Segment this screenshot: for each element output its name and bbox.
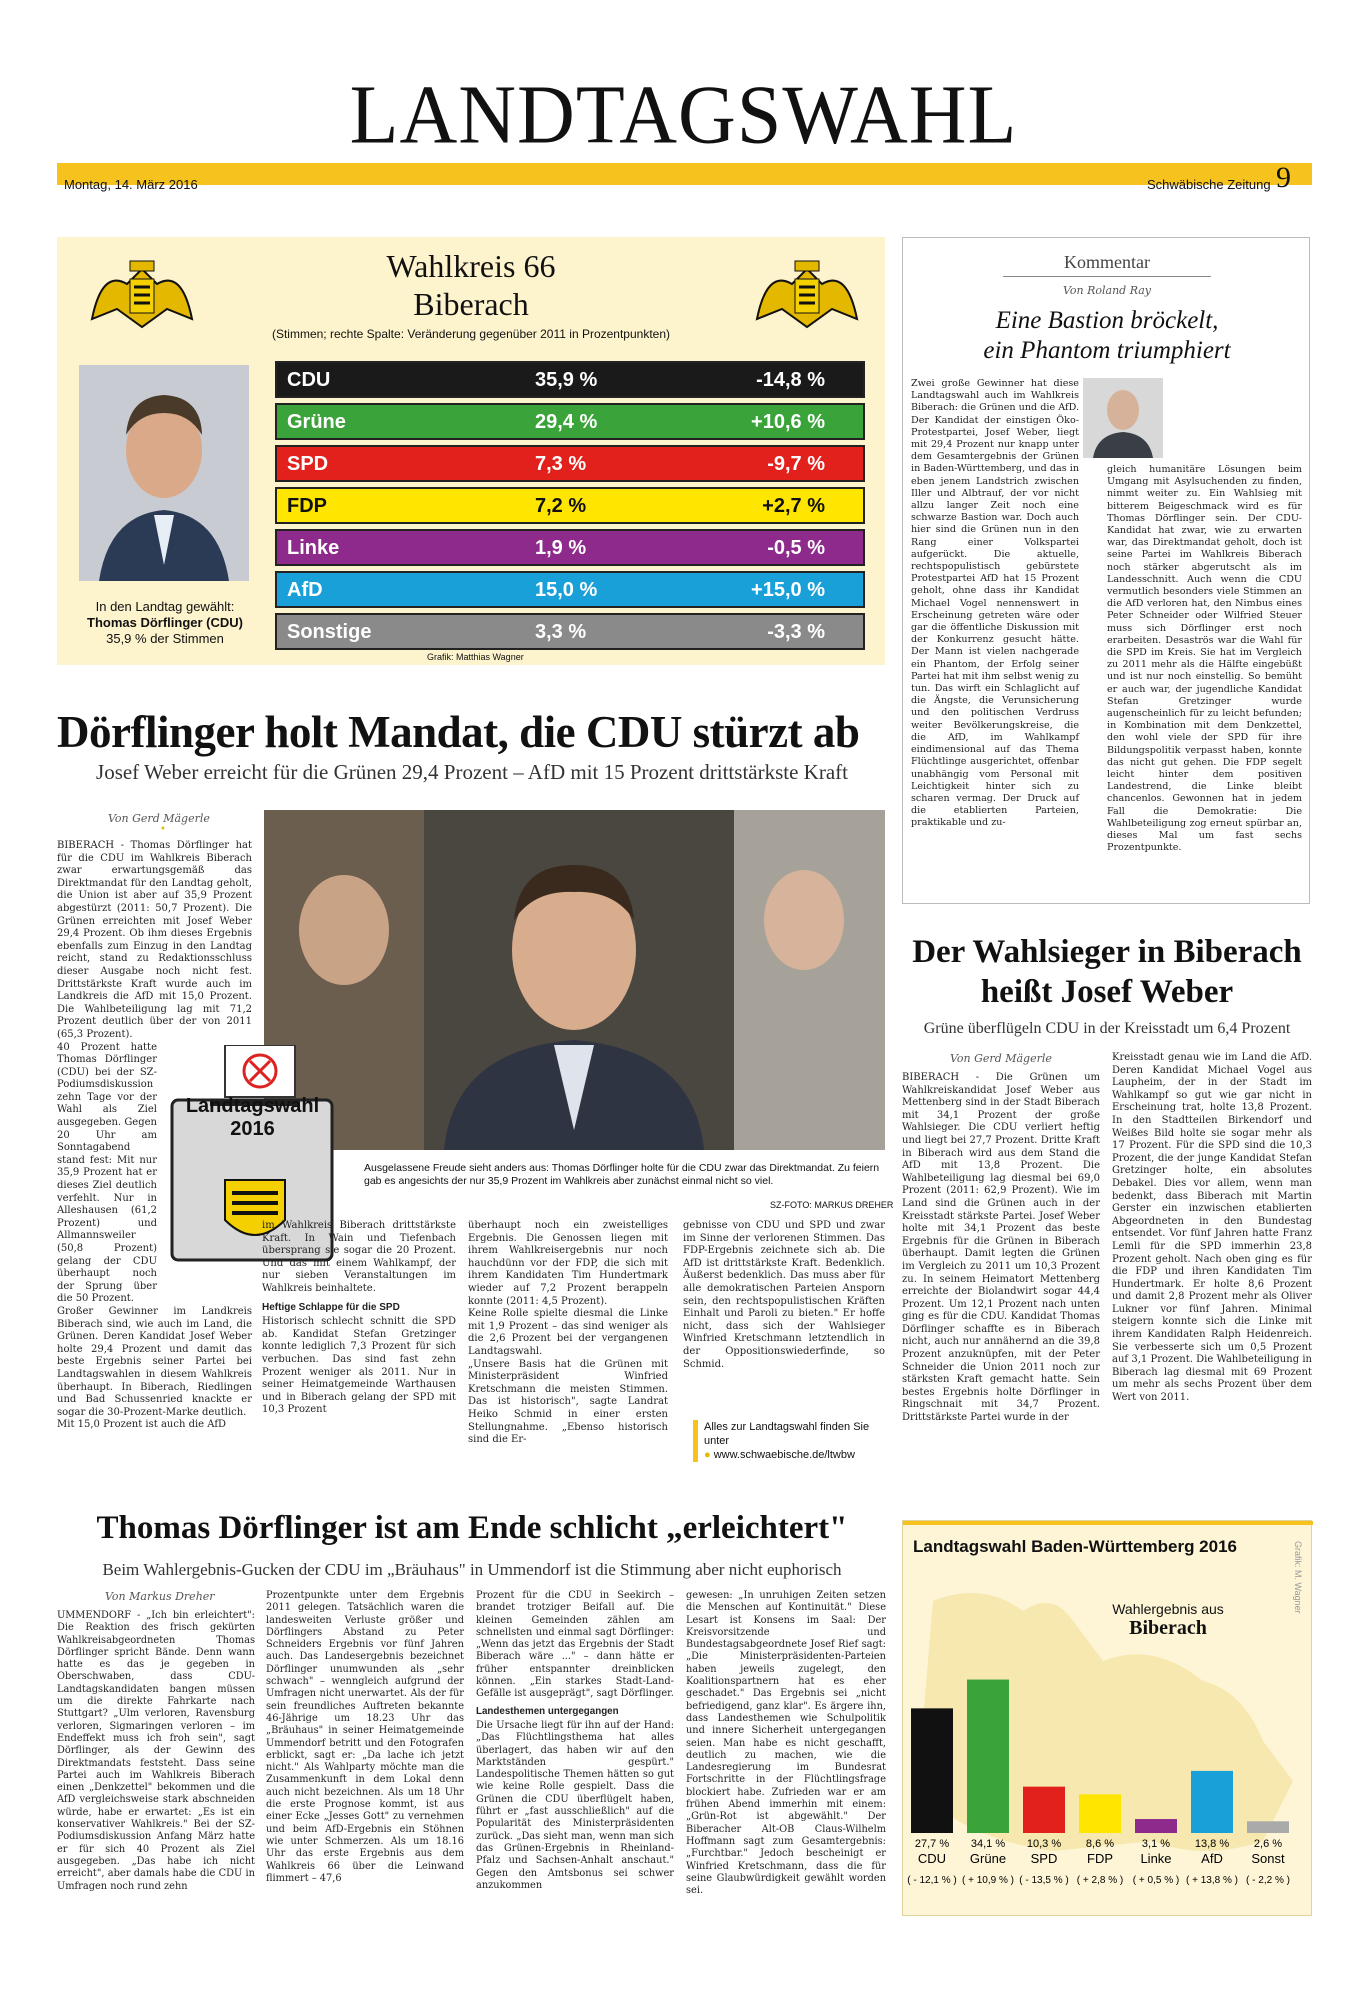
- chart-canvas: [903, 1521, 1313, 1917]
- arrow-icon: ●: [704, 1449, 714, 1461]
- chart-value-label: 34,1 %: [970, 1838, 1006, 1850]
- party-delta: +10,6 %: [751, 411, 825, 433]
- chart-delta-label: ( - 2,2 % ): [1246, 1875, 1290, 1886]
- main-col-2: [262, 1220, 456, 1417]
- chart-category-label: Grüne: [969, 1851, 1007, 1866]
- party-delta: -3,3 %: [767, 621, 825, 643]
- party-name: SPD: [287, 453, 329, 475]
- kommentar-label: Kommentar: [1064, 252, 1150, 272]
- bw-chart: [902, 1520, 1312, 1916]
- weber-col-b: [1112, 1052, 1312, 1405]
- main-headline: Dörflinger holt Mandat, die CDU stürzt ab: [57, 707, 860, 757]
- chart-bar: [911, 1708, 953, 1833]
- party-name: AfD: [287, 579, 323, 601]
- weber-subhead: Grüne überflügeln CDU in der Kreisstadt um 6,4 Prozent: [923, 1020, 1291, 1037]
- chart-category-label: SPD: [1030, 1851, 1058, 1866]
- result-row: [275, 529, 865, 566]
- info-box: [693, 1420, 883, 1462]
- party-name: Grüne: [287, 411, 346, 433]
- party-name: Linke: [287, 537, 340, 559]
- chart-value-label: 13,8 %: [1194, 1838, 1230, 1850]
- coat-of-arms-icon: [747, 249, 867, 329]
- paragraph: im Wahlkreis Biberach drittstärkste Kraft. In Wain und Tiefenbach übersprang sie sogar die 20 Prozent. Und das mit einem Wahlkampf, der nur sieben Veranstaltungen im Wahlkreis beinhaltete.: [262, 1220, 456, 1294]
- party-delta: -14,8 %: [756, 369, 825, 391]
- chart-bar: [1247, 1821, 1289, 1833]
- wahlkreis-title: [257, 247, 685, 323]
- ballot-label-title: Landtagswahl: [185, 1095, 320, 1117]
- paragraph: BIBERACH - Die Grünen um Wahlkreiskandidat Josef Weber aus Mettenberg sind in der Stadt Biberach mit 34,1 Prozent der große Wahlsieger. Die CDU verliert heftig und liegt bei 27,7 Prozent. Dritte Kraft in Biberach wird aus dem Stand die AfD mit 13,8 Prozent. Die Wahlbeteiligung lag diesmal bei 69,0 Prozent (2011: 62,9 Prozent). Wie im Land sind die Grünen auch in der Kreisstadt stärkste Partei. Josef Weber holte mit 34,1 Prozent das beste Ergebnis für die Grünen in Biberach überhaupt. Damit legten die Grünen im Vergleich zu 2011 um 10,3 Prozent zu. In seinem Heimatort Mettenberg erreichte der Biolandwirt sogar 44,4 Prozent. Um 12,1 Prozent nach unten ging es für die CDU. Kandidat Thomas Dörflinger schaffte es in Biberach nicht, auch nur annähernd an die 39,8 Prozent anzuknüpfen, mit der Peter Schneider die Union 2011 noch zur stärksten Kraft gemacht hatte. Sein bestes Ergebnis holte Dörflinger in Ringschnait mit 34,7 Prozent. Drittstärkste Partei wurde in der: [902, 1072, 1100, 1424]
- chart-subtitle-place: Biberach: [1129, 1617, 1207, 1639]
- paper-name: Schwäbische Zeitung: [1147, 177, 1271, 192]
- section-title: LANDTAGSWAHL: [349, 68, 1018, 162]
- wahlkreis-name: Biberach: [413, 286, 529, 322]
- chart-category-label: Linke: [1140, 1851, 1172, 1866]
- paragraph: Prozentpunkte unter dem Ergebnis 2011 gelegen. Tatsächlich waren die landesweiten Verluste größer und Dörflingers Abstand zu Peter Schneiders Ergebnis vor fünf Jahren auch. Das Landesergebnis bezeichnet Dörflinger unumwunden als „sehr schwach" – wenngleich aufgrund der Umfragen nicht unerwartet. Als der für sein freundliches Auftreten bekannte 46-Jährige um 18.23 Uhr das „Bräuhaus" in seiner Heimatgemeinde Ummendorf betritt und den Fotografen erblickt, sagt er: „Da lache ich jetzt nicht." Als Wahlparty möchte man die Zusammenkunft in dem Lokal denn auch nicht bezeichnen. Als um 18 Uhr die erste Prognose kommt, ist aus einer Ecke „Jesses Gott" zu vernehmen und beim AfD-Ergebnis ein Stöhnen wie unter Schmerzen. Als um 18.16 Uhr das erste Ergebnis aus dem Wahlkreis 66 über die Leinwand flimmert – 47,6: [266, 1590, 464, 1884]
- chart-bar: [1191, 1771, 1233, 1833]
- info-text: Alles zur Landtagswahl finden Sie unter: [704, 1421, 870, 1447]
- kommentar-col-a: [911, 378, 1079, 830]
- party-name: FDP: [287, 495, 327, 517]
- party-value: 7,2 %: [535, 495, 587, 517]
- weber-byline: Von Gerd Mägerle: [950, 1052, 1052, 1065]
- main-byline: Von Gerd Mägerle: [108, 812, 210, 825]
- paragraph: überhaupt noch ein zweistelliges Ergebnis. Die Genossen liegen mit ihrem Wahlkreisergebnis nur noch hauchdünn vor der FDP, die sich mit ihrem Kandidaten Tim Hundertmark wieder auf 7,2 Prozent berappeln konnte (2011: 4,5 Prozent).: [468, 1220, 668, 1307]
- result-row: [275, 571, 865, 608]
- chart-bar: [1135, 1819, 1177, 1833]
- caption-result: 35,9 % der Stimmen: [106, 631, 224, 646]
- chart-delta-label: ( + 13,8 % ): [1186, 1875, 1238, 1886]
- coat-of-arms-icon: [82, 249, 202, 329]
- main-photo: [264, 810, 885, 1150]
- party-value: 15,0 %: [535, 579, 598, 601]
- ballot-label-year: 2016: [230, 1118, 275, 1140]
- chart-delta-label: ( - 12,1 % ): [907, 1875, 957, 1886]
- headline-line: Der Wahlsieger in Biberach: [912, 934, 1302, 970]
- paragraph: Prozent für die CDU in Seekirch – brandet trotziger Beifall auf. Die kleinen Gemeinden zählen am schnellsten und einmal sagt Dörflinger: „Wenn das jetzt das Ergebnis der Stadt Biberach wäre ..." – dann hätte er früher entspannter dreinblicken können. „Ein starkes Stadt-Land-Gefälle ist ausgeprägt", sagt Dörflinger.: [476, 1590, 674, 1700]
- paragraph: „Unsere Basis hat die Grünen mit Ministerpräsident Winfried Kretschmann die meisten Stimmen. Das ist historisch", sagte Landrat Heiko Schmid in einer ersten Stellungnahme. „Ebenso historisch sind die Er-: [468, 1358, 668, 1446]
- chart-value-label: 27,7 %: [914, 1838, 950, 1850]
- chart-category-label: CDU: [917, 1851, 947, 1866]
- party-value: 3,3 %: [535, 621, 587, 643]
- result-row: [275, 445, 865, 482]
- chart-category-label: Sonst: [1251, 1851, 1285, 1866]
- photo-caption: Ausgelassene Freude sieht anders aus: Thomas Dörflinger holte für die CDU zwar das Direktmandat. Zu feiern gab es angesichts der nur 35,9 Prozent im Wahlkreis aber zunächst einmal nicht so viel.: [364, 1162, 880, 1187]
- info-url[interactable]: www.schwaebische.de/ltwbw: [713, 1449, 855, 1461]
- author-photo: [1083, 378, 1163, 458]
- paragraph: 40 Prozent hatte Thomas Dörflinger (CDU) bei der SZ-Podiumsdiskussion zehn Tage vor der Wahl als Ziel ausgegeben. Gegen 20 Uhr am Sonntagabend stand fest: Mit nur 35,9 Prozent hat er dieses Ziel deutlich verfehlt. Nur in Alleshausen (61,2 Prozent) und Allmannsweiler (50,8 Prozent) gelang der CDU überhaupt noch der Sprung über die 50 Prozent.: [57, 1041, 157, 1305]
- chart-delta-label: ( + 2,8 % ): [1076, 1875, 1124, 1886]
- kommentar-byline: Von Roland Ray: [1062, 284, 1152, 297]
- title-line: ein Phantom triumphiert: [983, 337, 1231, 364]
- headline-line: heißt Josef Weber: [980, 974, 1234, 1010]
- paragraph: BIBERACH - Thomas Dörflinger hat für die CDU im Wahlkreis Biberach zwar erwartungsgemäß das Direktmandat für den Landtag geholt, die Union ist aber auf 35,9 Prozent abgestürzt (2011: 50,7 Prozent). Die Grünen erreichten mit Josef Weber 29,4 Prozent. Ob ihm dieses Ergebnis ebenfalls zum Einzug in den Landtag reicht, stand zu Redaktionsschluss dieser Ausgabe noch nicht fest. Drittstärkste Kraft wurde auch im Landkreis die AfD mit 15,0 Prozent. Die Wahlbeteiligung lag mit 71,2 Prozent deutlich über der von 2011 (65,3 Prozent).: [57, 840, 252, 1040]
- chart-value-label: 8,6 %: [1085, 1838, 1115, 1850]
- paragraph: Kreisstadt genau wie im Land die AfD. Deren Kandidat Michael Vogel aus Laupheim, der in der Stadt im Wahlkampf so gut wie gar nicht in Erscheinung trat, holte 13,8 Prozent. In den Stadtteilen Birkendorf und Weißes Bild holte sie sogar mehr als 17 Prozent. Für die SPD sind die 10,3 Prozent, die der junge Kandidat Stefan Gretzinger holte, ein absolutes Debakel. Dies vor allem, wenn man bedenkt, dass Biberach mit Martin Gerster ein inzwischen etablierten Abgeordneten in den Bundestag entsendet. Vor fünf Jahren hatte Franz Lemli für die SPD immerhin 23,8 Prozent geholt. Nach oben ging es für die FDP und ihren Kandidaten Tim Hundertmark. Er holte 8,6 Prozent und damit 2,8 Prozent mehr als Oliver Lukner vor fünf Jahren. Minimal steigern konnte sich die Linke mit ihrem Kandidaten Ralph Heidenreich. Sie verbesserte sich um 0,5 Prozent auf 3,1 Prozent. Die Wahlbeteiligung in Biberach lag diesmal mit 69 Prozent um mehr als sechs Prozent über dem Wert von 2011.: [1112, 1052, 1312, 1404]
- weber-col-a: [902, 1072, 1100, 1425]
- doerf-headline: Thomas Dörflinger ist am Ende schlicht „erleichtert": [96, 1510, 848, 1546]
- party-delta: +2,7 %: [762, 495, 825, 517]
- results-table: [275, 361, 865, 655]
- chart-category-label: AfD: [1201, 1851, 1223, 1866]
- wahlkreis-number: Wahlkreis 66: [386, 248, 556, 284]
- info-link[interactable]: [704, 1448, 883, 1462]
- wahlkreis-box: [57, 237, 885, 665]
- ballot-label: [185, 1095, 320, 1141]
- paragraph: Historisch schlecht schnitt die SPD ab. Kandidat Stefan Gretzinger konnte lediglich 7,3 Prozent für sich verbuchen. Das sind fast zehn Prozent weniger als 2011. Nur in seiner Heimatgemeinde Warthausen und in Biberach gelang der SPD mit 10,3 Prozent: [262, 1316, 456, 1416]
- kommentar-col-b: [1107, 464, 1302, 855]
- party-value: 29,4 %: [535, 411, 598, 433]
- paragraph: gewesen: „In unruhigen Zeiten setzen die Menschen auf Kontinuität." Diese Lesart ist Konsens im Saal: Der Kreisvorsitzende und Bundestagsabgeordnete Josef Rief sagt: „Die Ministerpräsidenten-Parteien haben jeweils zugelegt, den Koalitionspartnern hat es eher geschadet." Das Ergebnis sei „nicht befriedigend, ganz klar". Es ärgere ihn, dass Landesthemen wie Schulpolitik und innere Sicherheit untergegangen seien. Man habe es nicht geschafft, deutlich zu machen, wie die Landesregierung im Bundesrat Fortschritte in der Flüchtlingsfrage blockiert habe. Zufrieden war er am frühen Abend immerhin mit einem: „Grün-Rot ist abgewählt." Der Biberacher Alt-OB Claus-Wilhelm Hoffmann sagt zum Gesamtergebnis: „Furchtbar." Jedoch bescheinigt er Winfried Kretschmann, dass die für seine Glaubwürdigkeit gewählt worden sei.: [686, 1590, 886, 1897]
- main-col-3: [468, 1220, 668, 1447]
- paragraph: Mit 15,0 Prozent ist auch die AfD: [57, 1419, 227, 1431]
- main-subhead: Josef Weber erreicht für die Grünen 29,4 Prozent – AfD mit 15 Prozent drittstärkste Kraft: [96, 760, 848, 784]
- paragraph: gleich humanitäre Lösungen beim Umgang mit Asylsuchenden zu finden, nimmt weiter zu. Ein Wahlsieg mit bitterem Beigeschmack wird es für Thomas Dörflinger sein. Der CDU-Kandidat hat zwar, wie zu erwarten war, das Direktmandat geholt, doch ist seine Partei im Wahlkreis Biberach noch stärker abgerutscht als im Landesschnitt. Auch wenn die CDU vermutlich besonders viele Stimmen an die AfD verloren hat, den Nimbus eines Peter Schneider oder Wilfried Steuer muss sich Dörflinger erst noch erarbeiten. Desaströs war die Wahl für die SPD im Kreis. Sie hat im Vergleich zu 2011 mehr als die Hälfte eingebüßt und ist nur noch einstellig. So bemüht er auch war, der jugendliche Kandidat Stefan Gretzinger wurde augenscheinlich für zu leicht befunden; in Kombination mit dem Denkzettel, den wohl viele der SPD für ihre Bildungspolitik verpasst haben, konnte das nicht gut gehen. Die FDP segelt leicht hinter dem positiven Landestrend, die Linke bleibt chancenlos. Gewonnen hat in jedem Fall die Demokratie: Die Wahlbeteiligung zog erneut spürbar an, dieses Mal um fast sechs Prozentpunkte.: [1107, 464, 1302, 854]
- chart-category-label: FDP: [1087, 1851, 1113, 1866]
- result-row: [275, 361, 865, 398]
- candidate-photo: [79, 365, 249, 581]
- graphic-credit: Grafik: Matthias Wagner: [427, 652, 524, 662]
- photo-credit: SZ-FOTO: MARKUS DREHER: [770, 1200, 894, 1210]
- result-row: [275, 403, 865, 440]
- main-col-4: [683, 1220, 885, 1371]
- title-line: Eine Bastion bröckelt,: [995, 307, 1219, 334]
- paragraph: Keine Rolle spielte diesmal die Linke mit 1,9 Prozent – das sind weniger als die 2,6 Prozent bei der vergangenen Landtagswahl.: [468, 1308, 668, 1357]
- chart-value-label: 10,3 %: [1026, 1838, 1062, 1850]
- wahlkreis-subtitle: (Stimmen; rechte Spalte: Veränderung gegenüber 2011 in Prozentpunkten): [271, 327, 671, 341]
- caption-line: In den Landtag gewählt:: [95, 599, 235, 614]
- chart-subtitle-line: Wahlergebnis aus: [1112, 1601, 1224, 1617]
- party-value: 35,9 %: [535, 369, 598, 391]
- party-value: 7,3 %: [535, 453, 587, 475]
- issue-date: Montag, 14. März 2016: [64, 177, 198, 192]
- header-bar: [57, 163, 1312, 185]
- chart-bar: [1023, 1787, 1065, 1833]
- doerf-subhead: Beim Wahlergebnis-Gucken der CDU im „Bräuhaus" in Ummendorf ist die Stimmung aber nicht euphorisch: [102, 1560, 842, 1579]
- doerf-byline: Von Markus Dreher: [105, 1590, 215, 1603]
- party-delta: -0,5 %: [767, 537, 825, 559]
- chart-delta-label: ( + 10,9 % ): [962, 1875, 1014, 1886]
- paragraph: UMMENDORF - „Ich bin erleichtert": Die Reaktion des frisch gekürten Wahlkreisabgeordneten Thomas Dörflinger spricht Bände. Denn wann hatte es das je gegeben in Oberschwaben, dass CDU-Landtagskandidaten bangen müssen um die direkte Fahrkarte nach Stuttgart? „Ulm verloren, Ravensburg verloren, Sigmaringen verloren – im Endeffekt muss ich froh sein", sagt Dörflinger, als der Gewinn des Direktmandats feststeht. Dass seine Partei auch im Wahlkreis Biberach einen „Denkzettel" bekommen und die AfD vergleichsweise stark abschneiden würde, habe er erwartet: „Es ist ein konservativer Wahlkreis." Bei der SZ-Podiumsdiskussion Anfang März hatte er für sich 40 Prozent als Ziel ausgegeben. „Das habe ich nicht erreicht", aber damals habe die CDU in Umfragen noch rund zehn: [57, 1610, 255, 1892]
- doerf-col-2: [266, 1590, 464, 1885]
- divider: [1003, 276, 1211, 277]
- candidate-caption: [77, 599, 253, 647]
- party-value: 1,9 %: [535, 537, 587, 559]
- chart-bar: [1079, 1794, 1121, 1833]
- party-name: CDU: [287, 369, 331, 391]
- party-name: Sonstige: [287, 621, 372, 643]
- party-delta: -9,7 %: [767, 453, 825, 475]
- byline-dot: •: [160, 824, 166, 835]
- subheading: Heftige Schlappe für die SPD: [262, 1301, 400, 1313]
- paragraph: Die Ursache liegt für ihn auf der Hand: „Das Flüchtlingsthema hat alles überlagert, das haben wir auf den Marktständen gespürt." Landespolitische Themen hätten so gut wie keine Rolle gespielt. Dass die Grünen die CDU überflügelt haben, führt er „fast ausschließlich" auf die Popularität des Ministerpräsidenten zurück. „Das sieht man, wenn man sich das Grünen-Ergebnis in Rheinland-Pfalz und Sachsen-Anhalt anschaut." Gegen den Amtsbonus sei schwer anzukommen: [476, 1719, 674, 1891]
- doerf-col-3: [476, 1590, 674, 1892]
- chart-credit: Grafik: M. Wagner: [1293, 1541, 1303, 1614]
- paragraph: gebnisse von CDU und SPD und zwar im Sinne der verlorenen Stimmen. Das FDP-Ergebnis zeichnete sich ab. Die AfD ist drittstärkste Kraft. Bedenklich. Äußerst bedenklich. Das muss aber für alle demokratischen Parteien Ansporn sein, den rechtspopulistischen Kräften Einhalt und Paroli zu bieten." Er hoffe nicht, dass sich der Wahlsieger Winfried Kretschmann letztendlich in der Oppositionswiederfinde, so Schmid.: [683, 1220, 885, 1370]
- paragraph: Zwei große Gewinner hat diese Landtagswahl auch im Wahlkreis Biberach: die Grünen und die AfD. Der Kandidat der einstigen Öko-Protestpartei, Josef Weber, liegt mit 29,4 Prozent nur knapp unter dem Gesamtergebnis der Grünen in Baden-Württemberg, und das in eben jenem Landstrich zwischen Iller und Albtrauf, der vor nicht allzu langer Zeit noch eine schwarze Bastion war. Doch auch hier sind die Grünen nun in den Rang einer Volkspartei aufgerückt. Die aktuelle, rechtspopulistisch gebürstete Protestpartei AfD hat 15 Prozent geholt, ohne dass ihr Kandidat Michael Vogel nennenswert in Erscheinung getreten wäre oder gar die öffentliche Diskussion mit der Konkurrenz gesucht hätte. Der Mann ist vielen nachgerade ein Phantom, der Erfolg seiner Partei hat mit ihm selbst wenig zu tun. Das wirft ein Schlaglicht auf die Ängste, die Verunsicherung und den politischen Verdruss weiter Bevölkerungskreise, die die AfD, im Wahlkampf eindimensional auf das Thema Flüchtlinge ausgerichtet, offenbar unabhängig vom Personal mit Leichtigkeit hinter sich zu scharen vermag. Der Druck auf die etablierten Parteien, praktikable und zu-: [911, 378, 1079, 829]
- result-row: [275, 487, 865, 524]
- paragraph: Großer Gewinner im Landkreis Biberach sind, wie auch im Land, die Grünen. Deren Kandidat Josef Weber holte 29,4 Prozent und damit das beste Ergebnis seiner Partei bei Landtagswahlen in diesem Wahlkreis überhaupt. In Biberach, Riedlingen und Bad Schussenried knackte er sogar die 30-Prozent-Marke deutlich.: [57, 1305, 252, 1418]
- kommentar-title: [903, 306, 1311, 366]
- doerf-col-1: [57, 1610, 255, 1893]
- chart-delta-label: ( + 0,5 % ): [1132, 1875, 1180, 1886]
- subheading: Landesthemen untergegangen: [476, 1705, 619, 1717]
- page-number: 9: [1276, 161, 1291, 194]
- chart-title: Landtagswahl Baden-Württemberg 2016: [913, 1537, 1238, 1556]
- party-delta: +15,0 %: [751, 579, 825, 601]
- doerf-col-4: [686, 1590, 886, 1897]
- result-row: [275, 613, 865, 650]
- caption-name: Thomas Dörflinger (CDU): [87, 615, 243, 630]
- weber-headline: [902, 932, 1312, 1012]
- chart-delta-label: ( - 13,5 % ): [1019, 1875, 1069, 1886]
- chart-value-label: 2,6 %: [1253, 1838, 1283, 1850]
- chart-value-label: 3,1 %: [1141, 1838, 1171, 1850]
- kommentar-box: [902, 237, 1310, 904]
- chart-bar: [967, 1680, 1009, 1833]
